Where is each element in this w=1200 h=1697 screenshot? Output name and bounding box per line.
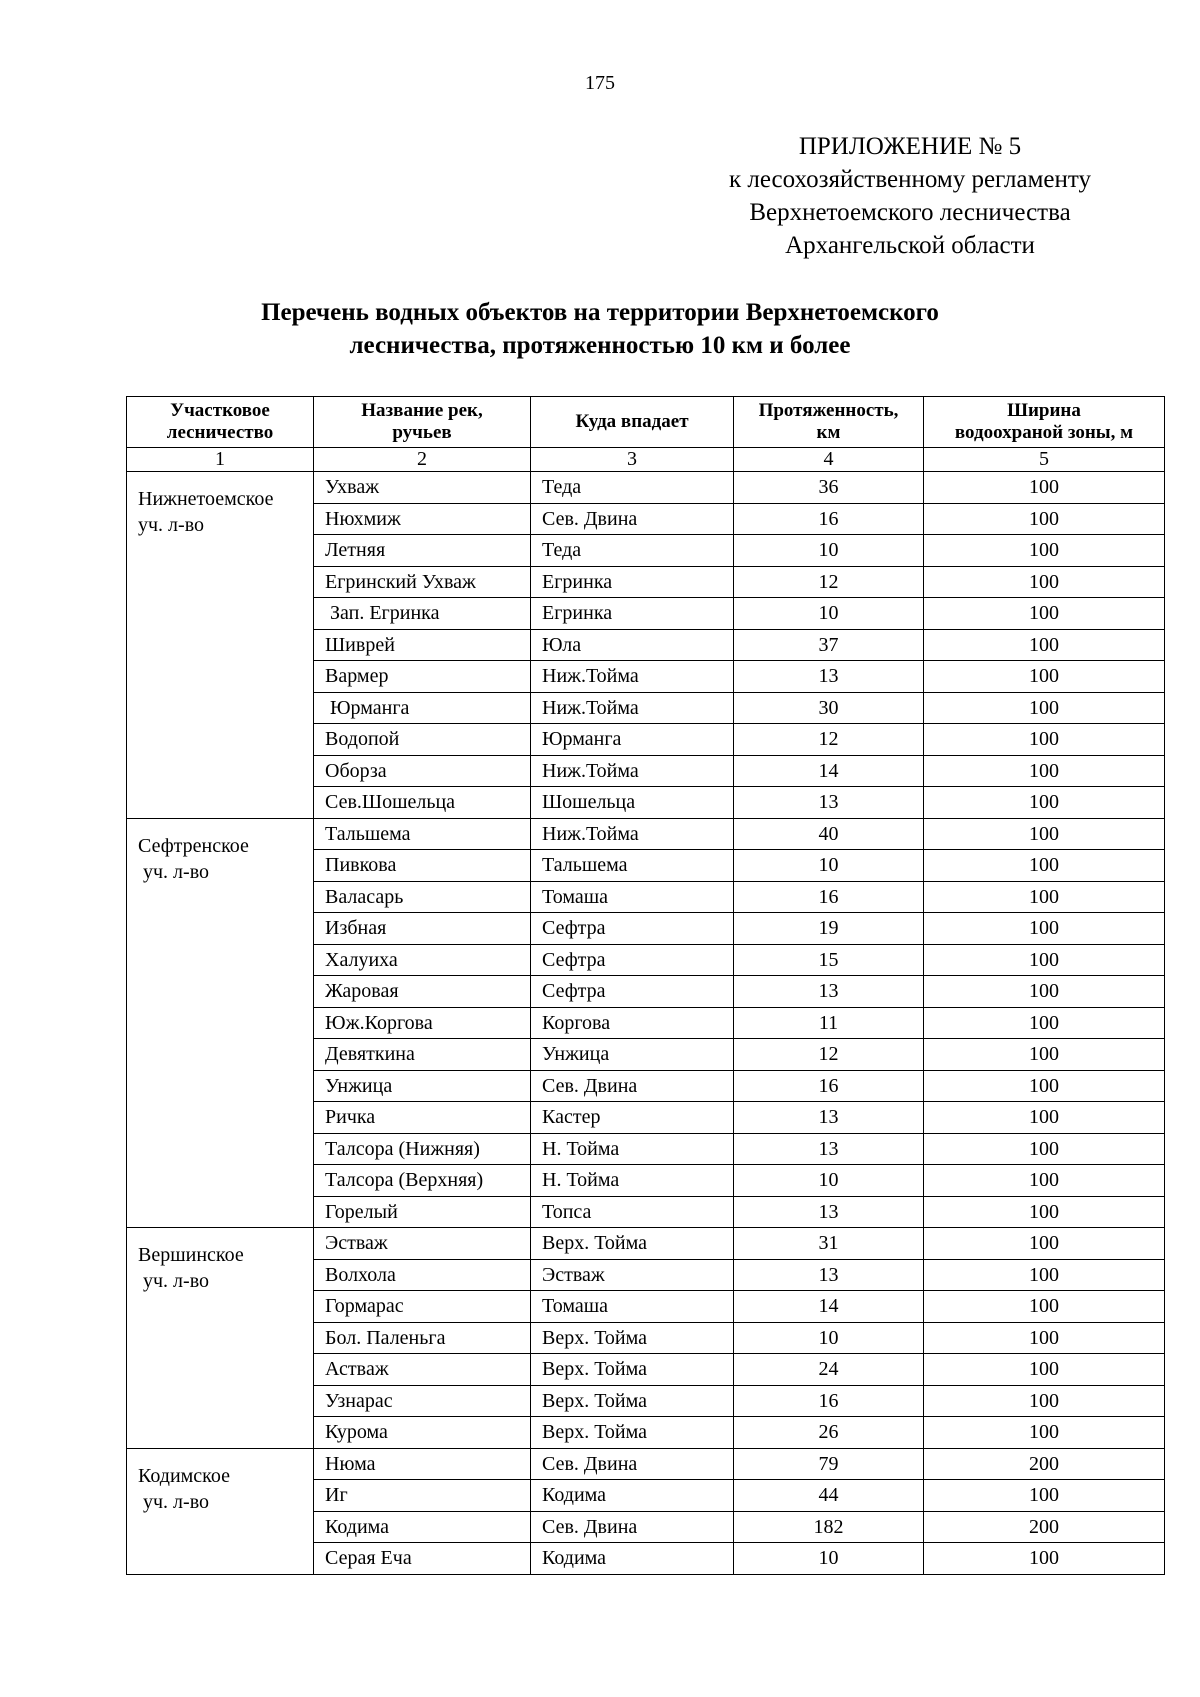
- flows-into-cell: Ниж.Тойма: [531, 755, 734, 787]
- flows-into-cell: Коргова: [531, 1007, 734, 1039]
- river-name-cell: Нюхмиж: [314, 503, 531, 535]
- river-name-cell: Кодима: [314, 1511, 531, 1543]
- length-cell: 24: [734, 1354, 924, 1386]
- header-lesnichestvo: Участковое лесничество: [127, 397, 314, 448]
- length-cell: 13: [734, 661, 924, 693]
- lesnichestvo-cell: [127, 818, 314, 1228]
- length-cell: 13: [734, 1196, 924, 1228]
- length-cell: 12: [734, 566, 924, 598]
- zone-width-cell: 100: [924, 787, 1165, 819]
- length-cell: 182: [734, 1511, 924, 1543]
- river-name-cell: Тальшема: [314, 818, 531, 850]
- river-name-cell: Серая Еча: [314, 1543, 531, 1575]
- length-cell: 31: [734, 1228, 924, 1260]
- length-cell: 13: [734, 1259, 924, 1291]
- length-cell: 11: [734, 1007, 924, 1039]
- table-header-row: [127, 397, 1165, 448]
- zone-width-cell: 100: [924, 1417, 1165, 1449]
- flows-into-cell: Верх. Тойма: [531, 1354, 734, 1386]
- lesnichestvo-line: уч. л-во: [138, 860, 210, 883]
- lesnichestvo-line: Нижнетоемское: [138, 488, 274, 510]
- flows-into-cell: Ниж.Тойма: [531, 818, 734, 850]
- column-number: 3: [531, 448, 734, 472]
- lesnichestvo-cell: [127, 472, 314, 819]
- zone-width-cell: 100: [924, 818, 1165, 850]
- zone-width-cell: 100: [924, 1228, 1165, 1260]
- river-name-cell: Валасарь: [314, 881, 531, 913]
- length-cell: 10: [734, 1322, 924, 1354]
- zone-width-cell: 100: [924, 1196, 1165, 1228]
- length-cell: 19: [734, 913, 924, 945]
- flows-into-cell: Сев. Двина: [531, 1070, 734, 1102]
- river-name-cell: Жаровая: [314, 976, 531, 1008]
- lesnichestvo-line: Вершинское: [138, 1244, 244, 1266]
- river-name-cell: Бол. Паленьга: [314, 1322, 531, 1354]
- river-name-cell: Юрманга: [314, 692, 531, 724]
- document-title: [0, 296, 1200, 362]
- flows-into-cell: Юрманга: [531, 724, 734, 756]
- river-name-cell: Пивкова: [314, 850, 531, 882]
- river-name-cell: Горелый: [314, 1196, 531, 1228]
- zone-width-cell: 100: [924, 1385, 1165, 1417]
- flows-into-cell: Кодима: [531, 1543, 734, 1575]
- header-river-name: Название рек, ручьев: [314, 397, 531, 448]
- zone-width-cell: 100: [924, 1259, 1165, 1291]
- length-cell: 12: [734, 724, 924, 756]
- length-cell: 16: [734, 881, 924, 913]
- table-row: [127, 1228, 1165, 1260]
- flows-into-cell: Верх. Тойма: [531, 1322, 734, 1354]
- flows-into-cell: Теда: [531, 535, 734, 567]
- river-name-cell: Ричка: [314, 1102, 531, 1134]
- column-number: 2: [314, 448, 531, 472]
- column-number: 5: [924, 448, 1165, 472]
- zone-width-cell: 100: [924, 976, 1165, 1008]
- length-cell: 13: [734, 1102, 924, 1134]
- zone-width-cell: 100: [924, 724, 1165, 756]
- zone-width-cell: 100: [924, 1543, 1165, 1575]
- flows-into-cell: Унжица: [531, 1039, 734, 1071]
- river-name-cell: Зап. Егринка: [314, 598, 531, 630]
- flows-into-cell: Ниж.Тойма: [531, 661, 734, 693]
- appendix-heading: [690, 130, 1130, 262]
- flows-into-cell: Сев. Двина: [531, 503, 734, 535]
- title-line: лесничества, протяженностью 10 км и более: [349, 332, 851, 359]
- flows-into-cell: Томаша: [531, 1291, 734, 1323]
- length-cell: 12: [734, 1039, 924, 1071]
- length-cell: 10: [734, 535, 924, 567]
- zone-width-cell: 100: [924, 1291, 1165, 1323]
- lesnichestvo-line: уч. л-во: [138, 1490, 210, 1513]
- river-name-cell: Егринский Ухваж: [314, 566, 531, 598]
- flows-into-cell: Сефтра: [531, 913, 734, 945]
- river-name-cell: Водопой: [314, 724, 531, 756]
- zone-width-cell: 100: [924, 1007, 1165, 1039]
- lesnichestvo-line: уч. л-во: [138, 1270, 210, 1292]
- appendix-line: ПРИЛОЖЕНИЕ № 5: [798, 133, 1022, 160]
- header-flows-into: Куда впадает: [531, 397, 734, 448]
- zone-width-cell: 100: [924, 503, 1165, 535]
- zone-width-cell: 100: [924, 1133, 1165, 1165]
- flows-into-cell: Шошельца: [531, 787, 734, 819]
- river-name-cell: Курома: [314, 1417, 531, 1449]
- river-name-cell: Юж.Коргова: [314, 1007, 531, 1039]
- length-cell: 13: [734, 787, 924, 819]
- header-length: Протяженность, км: [734, 397, 924, 448]
- length-cell: 10: [734, 598, 924, 630]
- table-body: [127, 472, 1165, 1575]
- length-cell: 37: [734, 629, 924, 661]
- zone-width-cell: 100: [924, 1102, 1165, 1134]
- flows-into-cell: Кастер: [531, 1102, 734, 1134]
- flows-into-cell: Эстваж: [531, 1259, 734, 1291]
- length-cell: 13: [734, 976, 924, 1008]
- length-cell: 10: [734, 850, 924, 882]
- river-name-cell: Вармер: [314, 661, 531, 693]
- lesnichestvo-line: Сефтренское: [138, 834, 249, 857]
- flows-into-cell: Тальшема: [531, 850, 734, 882]
- header-zone-width: Ширина водоохраной зоны, м: [924, 397, 1165, 448]
- flows-into-cell: Верх. Тойма: [531, 1385, 734, 1417]
- river-name-cell: Талсора (Верхняя): [314, 1165, 531, 1197]
- length-cell: 10: [734, 1165, 924, 1197]
- river-name-cell: Девяткина: [314, 1039, 531, 1071]
- page-number: 175: [585, 72, 615, 94]
- flows-into-cell: Топса: [531, 1196, 734, 1228]
- zone-width-cell: 100: [924, 881, 1165, 913]
- appendix-line: Архангельской области: [785, 232, 1035, 259]
- length-cell: 44: [734, 1480, 924, 1512]
- flows-into-cell: Верх. Тойма: [531, 1228, 734, 1260]
- zone-width-cell: 100: [924, 692, 1165, 724]
- river-name-cell: Гормарас: [314, 1291, 531, 1323]
- column-number: 4: [734, 448, 924, 472]
- river-name-cell: Иг: [314, 1480, 531, 1512]
- length-cell: 10: [734, 1543, 924, 1575]
- zone-width-cell: 100: [924, 535, 1165, 567]
- river-name-cell: Ухваж: [314, 472, 531, 504]
- river-name-cell: Нюма: [314, 1448, 531, 1480]
- flows-into-cell: Егринка: [531, 566, 734, 598]
- length-cell: 26: [734, 1417, 924, 1449]
- zone-width-cell: 100: [924, 1354, 1165, 1386]
- length-cell: 30: [734, 692, 924, 724]
- lesnichestvo-line: уч. л-во: [138, 514, 205, 536]
- appendix-line: к лесохозяйственному регламенту: [728, 166, 1092, 193]
- river-name-cell: Эстваж: [314, 1228, 531, 1260]
- river-name-cell: Халуиха: [314, 944, 531, 976]
- flows-into-cell: Теда: [531, 472, 734, 504]
- column-number: 1: [127, 448, 314, 472]
- river-name-cell: Узнарас: [314, 1385, 531, 1417]
- lesnichestvo-line: Кодимское: [138, 1464, 231, 1487]
- length-cell: 14: [734, 1291, 924, 1323]
- flows-into-cell: Егринка: [531, 598, 734, 630]
- length-cell: 16: [734, 1070, 924, 1102]
- lesnichestvo-cell: [127, 1228, 314, 1449]
- river-name-cell: Талсора (Нижняя): [314, 1133, 531, 1165]
- length-cell: 79: [734, 1448, 924, 1480]
- flows-into-cell: Н. Тойма: [531, 1165, 734, 1197]
- zone-width-cell: 100: [924, 1039, 1165, 1071]
- length-cell: 40: [734, 818, 924, 850]
- zone-width-cell: 100: [924, 661, 1165, 693]
- length-cell: 15: [734, 944, 924, 976]
- length-cell: 36: [734, 472, 924, 504]
- river-name-cell: Летняя: [314, 535, 531, 567]
- column-number-row: [127, 448, 1165, 472]
- zone-width-cell: 100: [924, 598, 1165, 630]
- zone-width-cell: 200: [924, 1511, 1165, 1543]
- zone-width-cell: 100: [924, 1165, 1165, 1197]
- zone-width-cell: 100: [924, 629, 1165, 661]
- river-name-cell: Шиврей: [314, 629, 531, 661]
- river-name-cell: Аствaж: [314, 1354, 531, 1386]
- zone-width-cell: 100: [924, 1070, 1165, 1102]
- length-cell: 13: [734, 1133, 924, 1165]
- length-cell: 16: [734, 1385, 924, 1417]
- length-cell: 16: [734, 503, 924, 535]
- zone-width-cell: 100: [924, 566, 1165, 598]
- zone-width-cell: 100: [924, 472, 1165, 504]
- flows-into-cell: Ниж.Тойма: [531, 692, 734, 724]
- water-objects-table: [126, 396, 1165, 1575]
- zone-width-cell: 100: [924, 1322, 1165, 1354]
- table-row: [127, 1448, 1165, 1480]
- table-row: [127, 472, 1165, 504]
- zone-width-cell: 100: [924, 755, 1165, 787]
- river-name-cell: Волхола: [314, 1259, 531, 1291]
- zone-width-cell: 100: [924, 850, 1165, 882]
- flows-into-cell: Сефтра: [531, 976, 734, 1008]
- river-name-cell: Сев.Шошельца: [314, 787, 531, 819]
- zone-width-cell: 200: [924, 1448, 1165, 1480]
- lesnichestvo-cell: [127, 1448, 314, 1574]
- zone-width-cell: 100: [924, 913, 1165, 945]
- flows-into-cell: Томаша: [531, 881, 734, 913]
- flows-into-cell: Сев. Двина: [531, 1511, 734, 1543]
- flows-into-cell: Сефтра: [531, 944, 734, 976]
- flows-into-cell: Кодима: [531, 1480, 734, 1512]
- flows-into-cell: Верх. Тойма: [531, 1417, 734, 1449]
- zone-width-cell: 100: [924, 1480, 1165, 1512]
- title-line: Перечень водных объектов на территории Верхнетоемского: [261, 299, 939, 326]
- flows-into-cell: Юла: [531, 629, 734, 661]
- length-cell: 14: [734, 755, 924, 787]
- flows-into-cell: Сев. Двина: [531, 1448, 734, 1480]
- zone-width-cell: 100: [924, 944, 1165, 976]
- river-name-cell: Избная: [314, 913, 531, 945]
- appendix-line: Верхнетоемского лесничества: [749, 199, 1071, 226]
- flows-into-cell: Н. Тойма: [531, 1133, 734, 1165]
- river-name-cell: Унжица: [314, 1070, 531, 1102]
- table-row: [127, 818, 1165, 850]
- river-name-cell: Оборза: [314, 755, 531, 787]
